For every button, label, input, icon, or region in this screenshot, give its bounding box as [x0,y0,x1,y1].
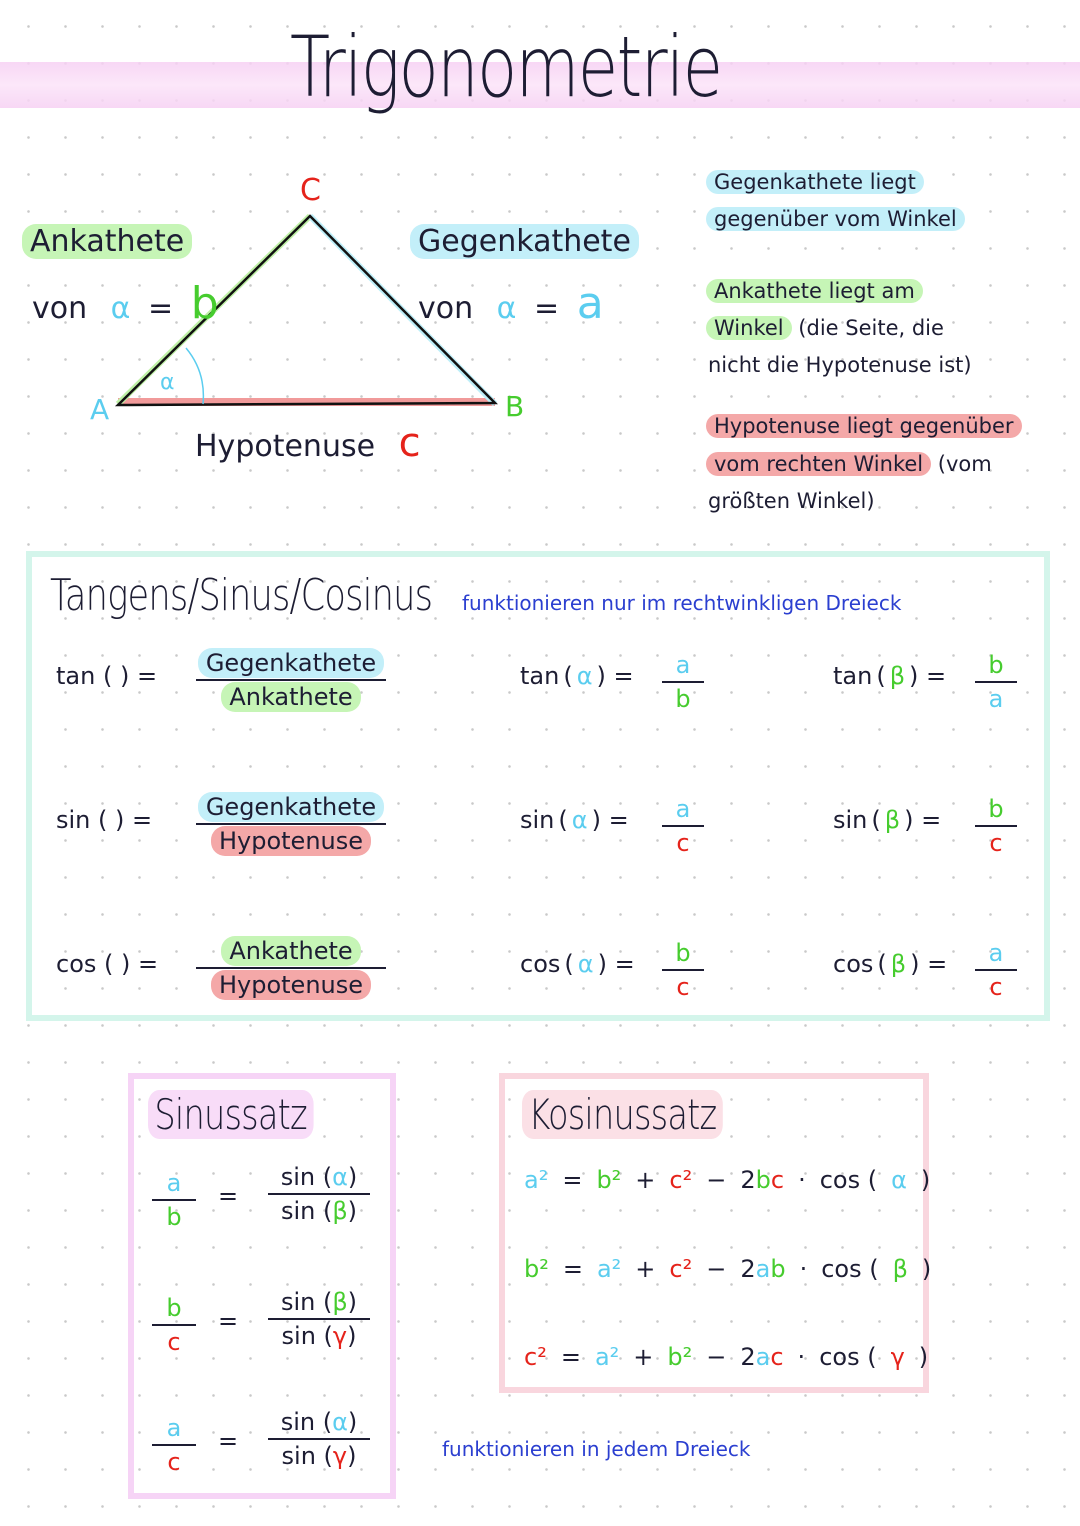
close-paren-equals: ) = [910,950,948,978]
formula-token: − [706,1255,727,1283]
formula-token: b² [524,1255,549,1283]
vertex-c-label: C [300,173,321,208]
close-paren-equals: ) = [909,662,947,690]
equals-sign: = [148,291,174,326]
note-hyp-1: Hypotenuse liegt gegenüber [706,414,1022,438]
close-paren-equals: ) = [591,806,629,834]
equals-sign: = [218,1182,239,1210]
fraction-denominator: c [989,829,1003,857]
open-paren: ( [877,950,887,978]
fraction-denominator: c [167,1328,181,1356]
sine-denominator [281,1196,357,1226]
function-name: cos [520,950,561,978]
trig-section-title: Tangens/Sinus/Cosinus [50,570,433,621]
fraction-bar [196,823,386,825]
close-paren-equals: ) = [904,806,942,834]
alpha-tan-equation [520,662,634,690]
sine-numerator [281,1287,357,1317]
close-paren: ) [347,1408,358,1436]
formula-token: b [755,1166,771,1194]
fraction-denominator: Hypotenuse [211,826,371,856]
formula-token: + [635,1255,656,1283]
angle-symbol: β [332,1197,348,1225]
close-paren-equals: ) = [597,950,635,978]
fraction-bar [662,681,704,683]
fraction-denominator: c [676,829,690,857]
note-an-3: nicht die Hypotenuse ist) [708,353,972,377]
sin-label: sin ( [280,1163,333,1191]
page-title: Trigonometrie [290,18,722,116]
angle-alpha-label: α [160,370,175,395]
formula-token: · [798,1166,806,1194]
formula-token: γ [890,1343,905,1371]
fraction-bar [196,967,386,969]
kosinussatz-title-text: Kosinussatz [522,1090,723,1139]
beta-tan-fraction [975,650,1017,714]
formula-token: α [891,1166,907,1194]
angle-arc [186,348,203,404]
beta-cos-equation [833,950,947,978]
angle-symbol: α [571,806,588,834]
beta-tan-equation [833,662,946,690]
function-name: sin [520,806,555,834]
formula-token: · [797,1343,806,1371]
general-sin-label: sin ( ) = [56,806,153,834]
formula-token: c² [669,1255,693,1283]
note-hyp-2a: vom rechten Winkel [706,452,931,476]
angle-symbol: β [332,1288,348,1316]
alpha-symbol: α [110,291,131,326]
general-tan-label: tan ( ) = [56,662,158,690]
angle-symbol: α [332,1408,348,1436]
sinussatz-ratio [152,1293,196,1357]
beta-cos-fraction [975,938,1017,1002]
ankathete-label: Ankathete [22,224,192,259]
formula-token: cos ( [819,1166,878,1194]
sinussatz-sine-fraction [268,1407,370,1471]
function-name: tan [520,662,560,690]
equals-sign: = [534,291,560,326]
equals-sign: = [218,1307,239,1335]
trig-subtitle: funktionieren nur im rechtwinkligen Dreieck [462,591,902,615]
sine-numerator [281,1162,358,1192]
formula-token: a² [594,1343,620,1371]
note-hyp-2b: (vom [931,452,992,476]
formula-token: cos ( [821,1255,879,1283]
formula-token: a [755,1343,771,1371]
formula-token: c² [669,1166,693,1194]
formula-token: − [706,1166,727,1194]
side-a: a [576,278,604,329]
note-an-1: Ankathete liegt am [706,279,923,303]
fraction-numerator: a [675,651,691,679]
close-paren: ) [347,1197,358,1225]
kosinussatz-equation [524,1343,928,1371]
formula-token: = [562,1166,583,1194]
note-gegen-2: gegenüber vom Winkel [706,207,965,231]
formula-token: + [633,1343,654,1371]
sinussatz-ratio [152,1168,196,1232]
sin-label: sin ( [281,1322,333,1350]
gegenkathete-label: Gegenkathete [410,224,639,259]
fraction-bar [152,1444,196,1446]
fraction-bar [662,969,704,971]
formula-token: c [770,1166,785,1194]
sin-label: sin ( [280,1197,333,1225]
beta-sin-fraction [975,794,1017,858]
fraction-numerator: a [166,1169,182,1197]
close-paren: ) [347,1442,357,1470]
formula-token: + [635,1166,656,1194]
alpha-tan-fraction [662,650,704,714]
function-name: sin [833,806,868,834]
formula-token: 2 [740,1255,756,1283]
fraction-numerator: a [988,939,1004,967]
fraction-bar [975,825,1017,827]
formula-token: a [755,1255,771,1283]
close-paren: ) [347,1288,358,1316]
fraction-numerator: b [988,795,1004,823]
alpha-symbol: α [496,291,517,326]
sin-label: sin ( [281,1442,333,1470]
formula-token: a² [596,1255,622,1283]
fraction-denominator: b [675,685,691,713]
hypotenuse-label [195,420,421,466]
kosinussatz-equation [524,1255,931,1283]
fraction-numerator: Gegenkathete [198,792,384,822]
note-hyp-3: größten Winkel) [708,489,875,513]
fraction-numerator: b [166,1294,182,1322]
fraction-bar [152,1199,196,1201]
sinussatz-title-text: Sinussatz [148,1090,313,1139]
fraction-bar [196,679,386,681]
angle-symbol: β [884,806,901,834]
formula-token: b² [667,1343,693,1371]
close-paren: ) [347,1322,357,1350]
angle-symbol: β [889,662,906,690]
side-c: c [398,420,421,466]
fraction-denominator: c [989,973,1003,1001]
formula-token: = [562,1255,583,1283]
kosinussatz-title [522,1090,723,1139]
formula-token: ) [921,1255,932,1283]
vertex-a-label: A [90,393,110,426]
fraction-bar [975,681,1017,683]
open-paren: ( [558,806,568,834]
fraction-denominator: Ankathete [221,682,360,712]
angle-symbol: α [332,1163,348,1191]
von-text: von [418,291,474,326]
formula-token: c² [524,1343,547,1371]
sinussatz-sine-fraction [268,1287,370,1351]
sin-label: sin ( [280,1288,333,1316]
fraction-bar [975,969,1017,971]
sine-denominator [282,1441,357,1471]
formula-token: · [799,1255,808,1283]
formula-token: b² [596,1166,622,1194]
vertex-b-label: B [505,390,525,423]
general-tan-fraction [196,648,386,712]
function-name: cos [833,950,874,978]
formula-token: 2 [740,1166,756,1194]
note-an-2b: (die Seite, die [791,316,944,340]
sine-denominator [282,1321,357,1351]
general-cos-label: cos ( ) = [56,950,159,978]
fraction-denominator: Hypotenuse [211,970,371,1000]
open-paren: ( [871,806,881,834]
fraction-denominator: a [988,685,1004,713]
sin-label: sin ( [280,1408,333,1436]
fraction-numerator: a [166,1414,182,1442]
von-text: von [32,291,88,326]
close-paren: ) [347,1163,358,1191]
fraction-numerator: b [675,939,691,967]
ankathete-equation [32,278,219,329]
formula-token: = [560,1343,581,1371]
fraction-denominator: c [676,973,690,1001]
open-paren: ( [563,662,573,690]
fraction-bar [662,825,704,827]
gegenkathete-equation [418,278,604,329]
sinussatz-title [148,1090,313,1139]
general-sin-fraction [196,792,386,856]
side-b: b [190,278,219,329]
formula-token: − [706,1343,727,1371]
hypotenuse-text: Hypotenuse [195,429,376,464]
fraction-denominator: c [167,1448,181,1476]
kosinussatz-equation [524,1166,930,1194]
note-an-2a: Winkel [706,316,792,340]
open-paren: ( [564,950,574,978]
angle-symbol: γ [332,1322,348,1350]
fraction-denominator: b [166,1203,182,1231]
formula-token: β [892,1255,908,1283]
open-paren: ( [876,662,886,690]
alpha-cos-equation [520,950,635,978]
alpha-sin-equation [520,806,629,834]
sine-numerator [281,1407,358,1437]
fraction-bar [152,1324,196,1326]
formula-token: a² [524,1166,549,1194]
formula-token: ) [920,1166,931,1194]
angle-symbol: α [577,950,594,978]
formula-token: 2 [740,1343,756,1371]
formula-token: ) [918,1343,929,1371]
sinussatz-ratio [152,1413,196,1477]
fraction-bar [268,1438,370,1440]
fraction-numerator: Ankathete [221,936,360,966]
formula-token: cos ( [819,1343,877,1371]
sinussatz-sine-fraction [268,1162,370,1226]
fraction-numerator: b [988,651,1004,679]
equals-sign: = [218,1427,239,1455]
alpha-cos-fraction [662,938,704,1002]
fraction-bar [268,1318,370,1320]
note-gegen-1: Gegenkathete liegt [706,170,924,194]
angle-symbol: α [576,662,593,690]
footer-note: funktionieren in jedem Dreieck [442,1437,751,1461]
angle-symbol: β [890,950,907,978]
fraction-numerator: Gegenkathete [198,648,384,678]
beta-sin-equation [833,806,941,834]
fraction-bar [268,1193,370,1195]
angle-symbol: γ [332,1442,348,1470]
function-name: tan [833,662,873,690]
general-cos-fraction [196,936,386,1000]
formula-token: b [770,1255,786,1283]
alpha-sin-fraction [662,794,704,858]
fraction-numerator: a [675,795,691,823]
close-paren-equals: ) = [596,662,634,690]
formula-token: c [770,1343,784,1371]
